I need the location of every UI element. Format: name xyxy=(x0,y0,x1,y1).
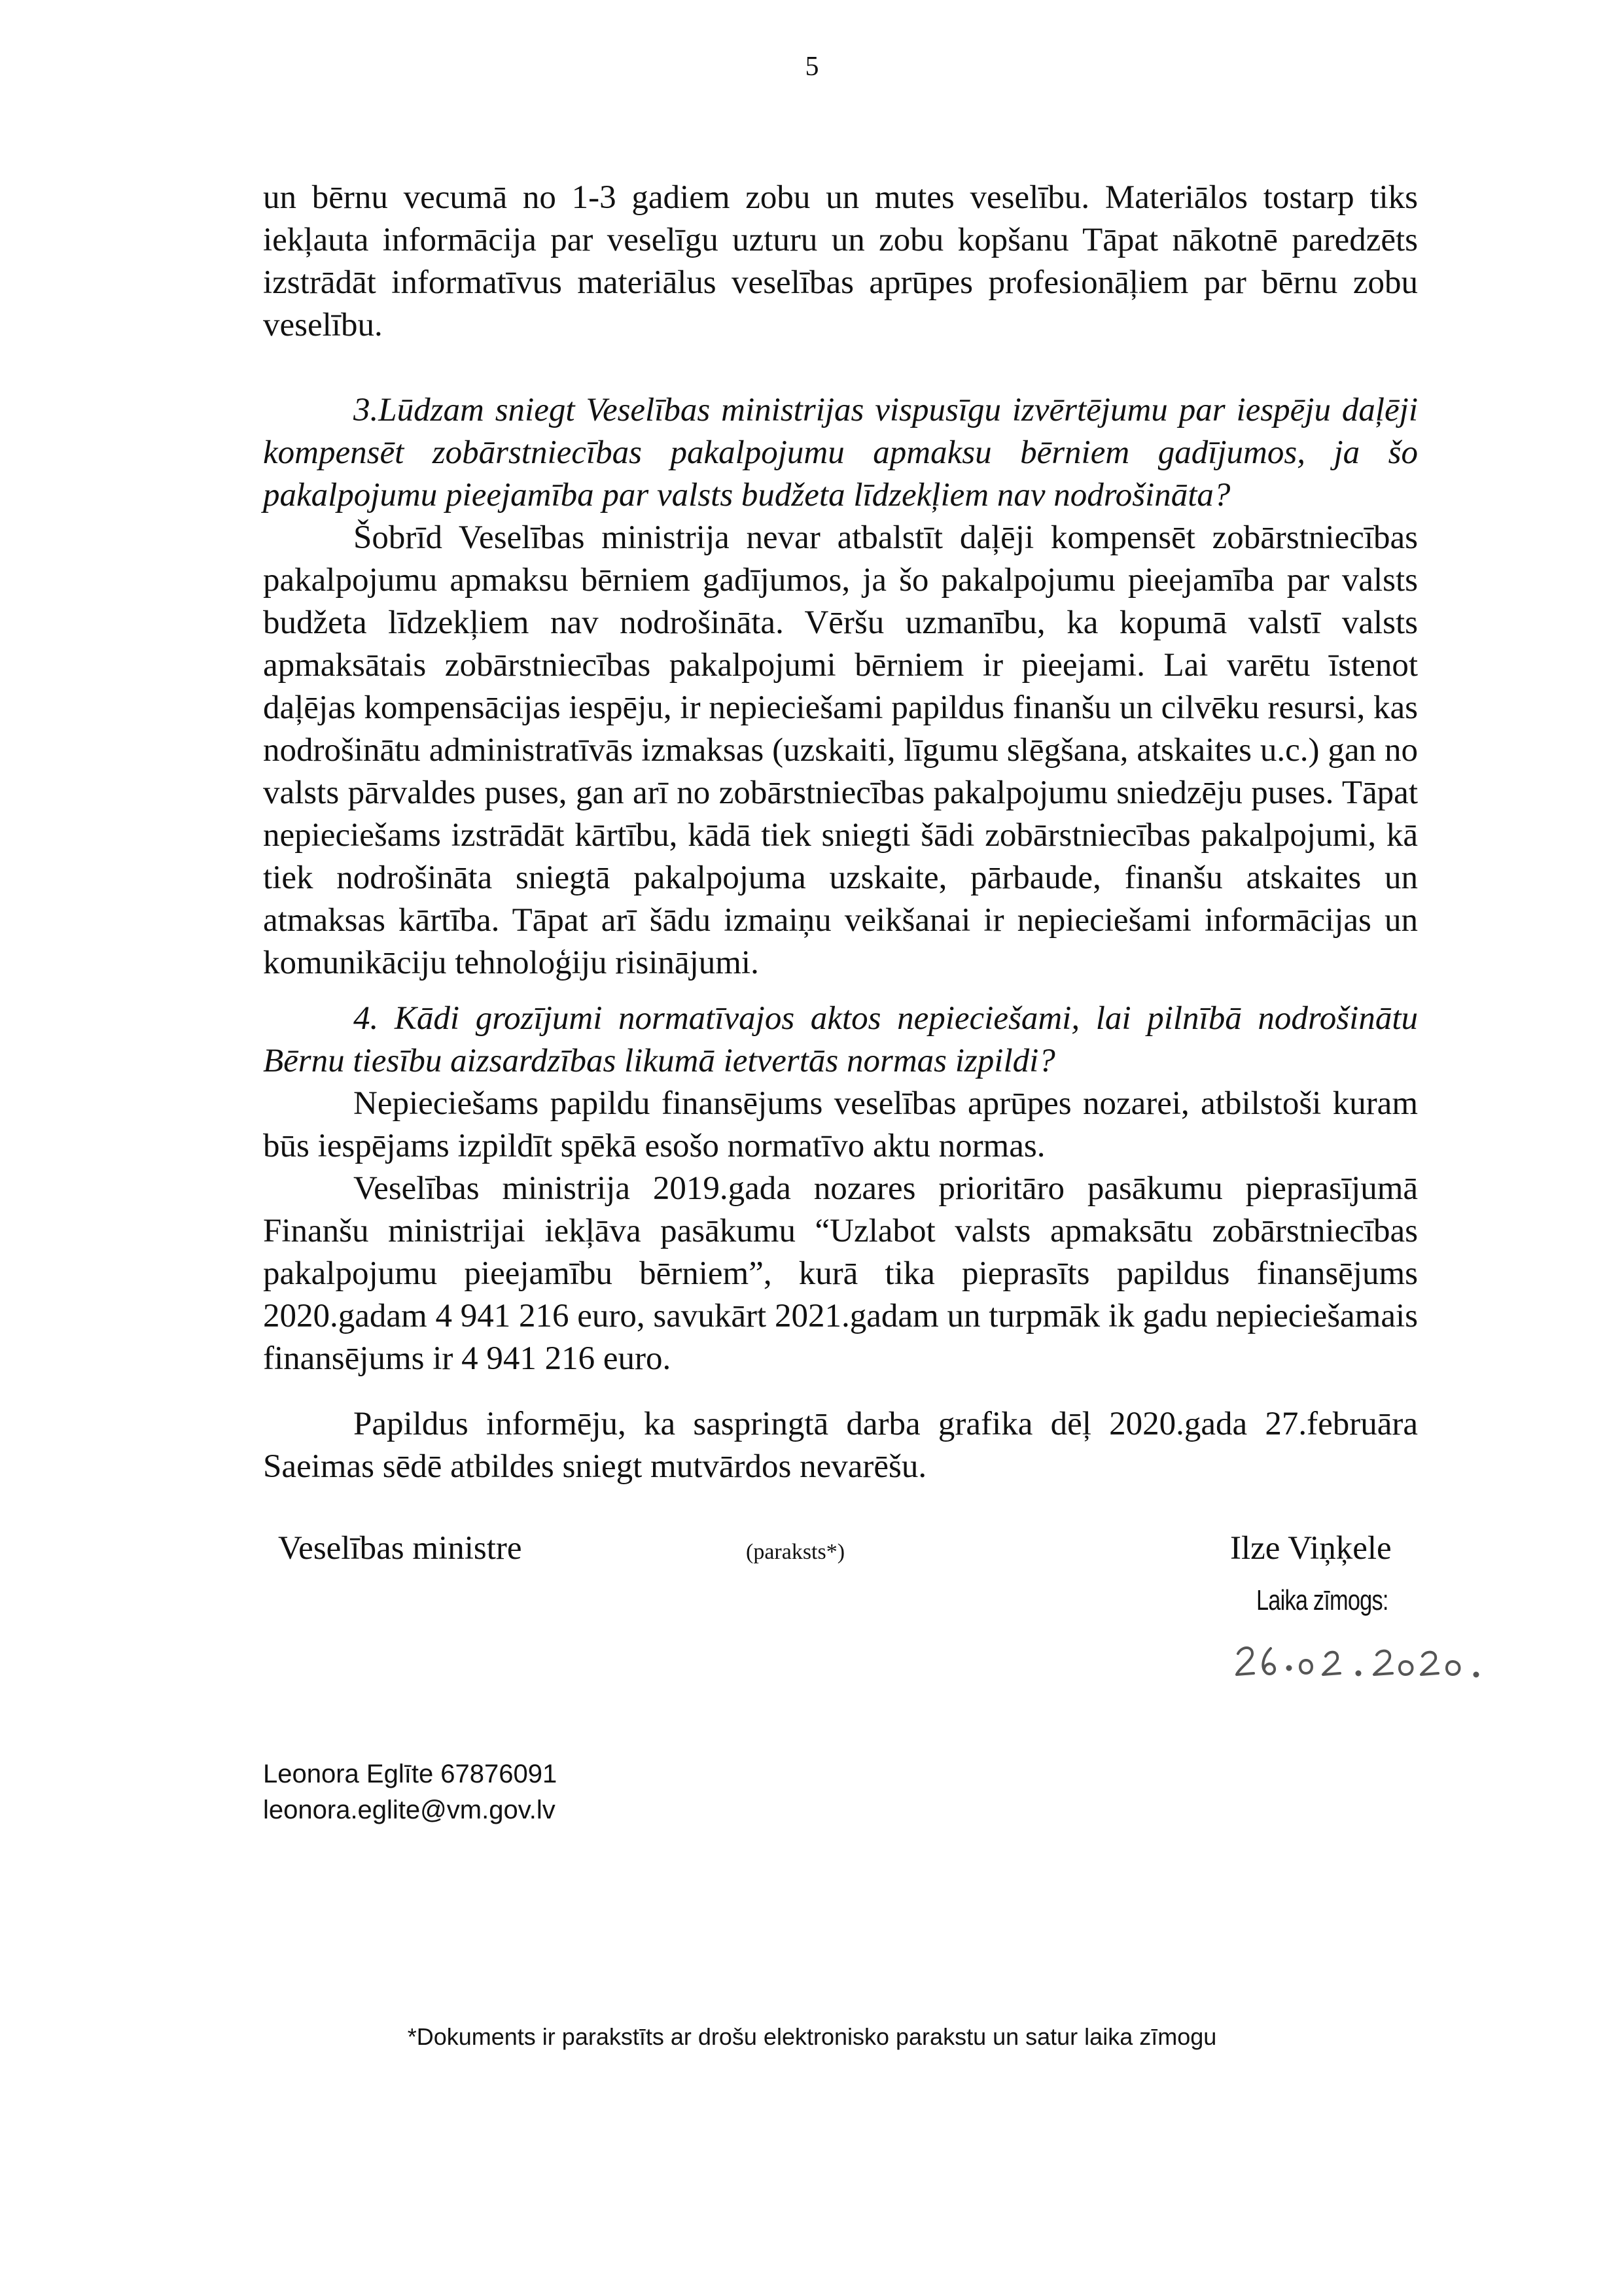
answer-4-paragraph-1: Nepieciešams papildu finansējums veselības aprūpes nozarei, atbilstoši kuram būs iespējams izpildīt spēkā esošo normatīvo aktu normas. xyxy=(263,1085,1418,1164)
question-4-text: 4. Kādi grozījumi normatīvajos aktos nepieciešami, lai pilnībā nodrošinātu Bērnu tiesību aizsardzības likumā ietvertās normas izpildi? xyxy=(263,1000,1418,1079)
contact-email: leonora.eglite@vm.gov.lv xyxy=(263,1796,556,1824)
timestamp-label: Laika zīmogs: xyxy=(1256,1584,1388,1616)
contact-name-phone: Leonora Eglīte 67876091 xyxy=(263,1760,557,1788)
signature-placeholder: (paraksts*) xyxy=(746,1540,845,1564)
closing-section xyxy=(263,1403,1418,1488)
signatory-name: Ilze Viņķele xyxy=(1230,1530,1392,1567)
question-3-text: 3.Lūdzam sniegt Veselības ministrijas vispusīgu izvērtējumu par iespēju daļēji kompensēt zobārstniecības pakalpojumu apmaksu bērniem gadījumos, ja šo pakalpojumu pieejamība par valsts budžeta līdzekļiem nav nodrošināta? xyxy=(263,392,1418,513)
paragraph-continued: un bērnu vecumā no 1-3 gadiem zobu un mutes veselību. Materiālos tostarp tiks iekļauta informācija par veselīgu uzturu un zobu kopšanu Tāpat nākotnē paredzēts izstrādāt informatīvus materiālus veselības aprūpes profesionāļiem par bērnu zobu veselību. xyxy=(263,179,1418,343)
closing-paragraph: Papildus informēju, ka saspringtā darba grafika dēļ 2020.gada 27.februāra Saeimas sēdē atbildes sniegt mutvārdos nevarēšu. xyxy=(263,1406,1418,1485)
signatory-title: Veselības ministre xyxy=(278,1530,522,1567)
continuation-paragraph xyxy=(263,177,1418,347)
question-3-section xyxy=(263,389,1418,984)
signature-footnote: *Dokuments ir parakstīts ar drošu elektronisko parakstu un satur laika zīmogu xyxy=(407,2023,1217,2050)
question-4-section xyxy=(263,998,1418,1380)
answer-4-paragraph-2: Veselības ministrija 2019.gada nozares prioritāro pasākumu pieprasījumā Finanšu ministrijai iekļāva pasākumu “Uzlabot valsts apmaksātu zobārstniecības pakalpojumu pieejamību bērniem”, kurā tika pieprasīts papildus finansējums 2020.gadam 4 941 216 euro, savukārt 2021.gadam un turpmāk ik gadu nepieciešamais finansējums ir 4 941 216 euro. xyxy=(263,1170,1418,1377)
page-number: 5 xyxy=(805,52,819,82)
answer-3-text: Šobrīd Veselības ministrija nevar atbalstīt daļēji kompensēt zobārstniecības pakalpojumu apmaksu bērniem gadījumos, ja šo pakalpojumu pieejamība par valsts budžeta līdzekļiem nav nodrošināta. Vēršu uzmanību, ka kopumā valstī valsts apmaksātais zobārstniecības pakalpojumi bērniem ir pieejami. Lai varētu īstenot daļējas kompensācijas iespēju, ir nepieciešami papildus finanšu un cilvēku resursi, kas nodrošinātu administratīvās izmaksas (uzskaiti, līgumu slēgšana, atskaites u.c.) gan no valsts pārvaldes puses, gan arī no zobārstniecības pakalpojumu sniedzēju puses. Tāpat nepieciešams izstrādāt kārtību, kādā tiek sniegti šādi zobārstniecības pakalpojumi, kā tiek nodrošināta sniegtā pakalpojuma uzskaite, pārbaude, finanšu atskaites un atmaksas kārtība. Tāpat arī šādu izmaiņu veikšanai ir nepieciešami informācijas un komunikāciju tehnoloģiju risinājumi. xyxy=(263,519,1418,981)
handwritten-stamp-date xyxy=(1230,1634,1505,1693)
